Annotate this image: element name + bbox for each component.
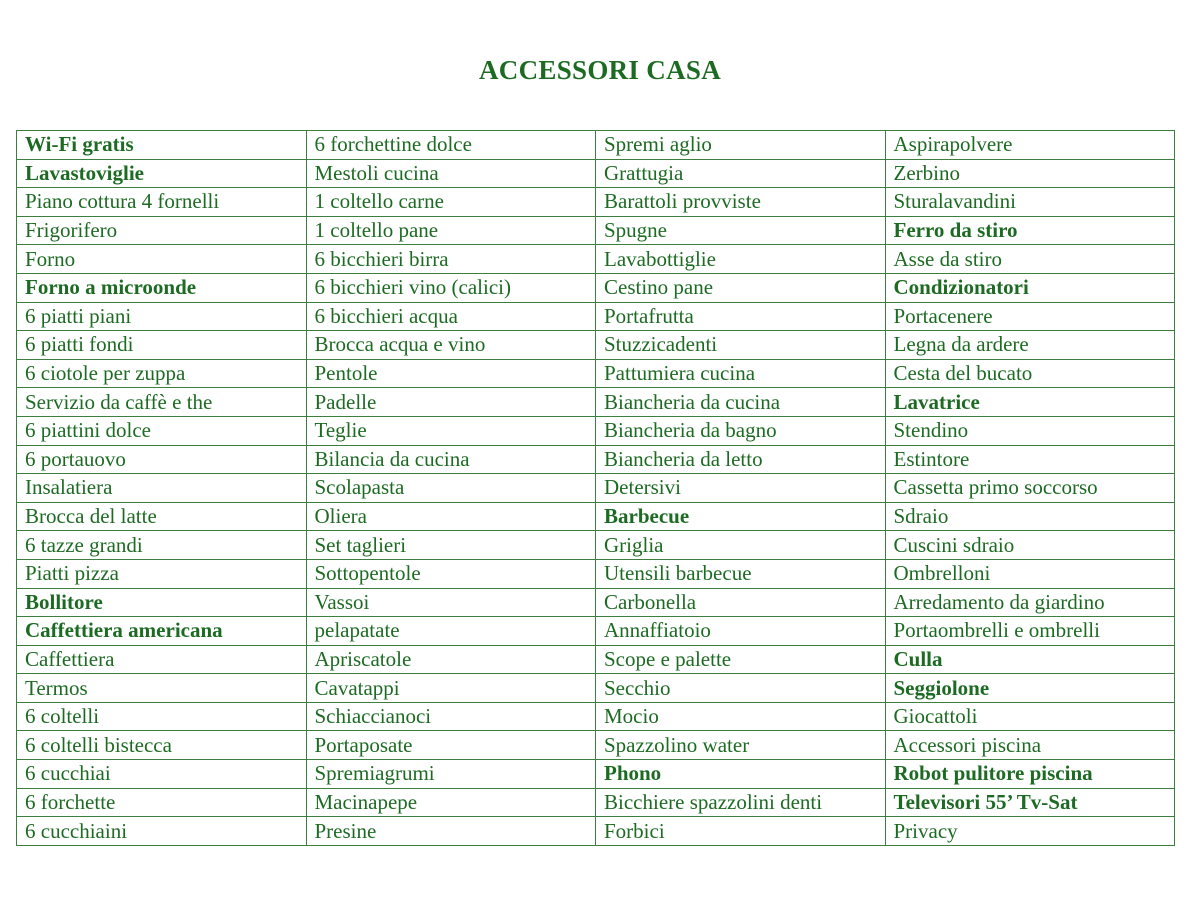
table-cell: Sturalavandini xyxy=(885,188,1175,217)
table-cell: Piatti pizza xyxy=(17,559,307,588)
table-cell: Annaffiatoio xyxy=(596,617,886,646)
accessories-table xyxy=(16,130,1175,846)
table-cell: Portacenere xyxy=(885,302,1175,331)
table-cell: Lavabottiglie xyxy=(596,245,886,274)
table-cell: 6 ciotole per zuppa xyxy=(17,359,307,388)
table-row xyxy=(17,788,1175,817)
table-cell: Portafrutta xyxy=(596,302,886,331)
table-cell: Biancheria da bagno xyxy=(596,416,886,445)
table-cell: Scolapasta xyxy=(306,474,596,503)
table-cell: Caffettiera americana xyxy=(17,617,307,646)
table-cell: Cuscini sdraio xyxy=(885,531,1175,560)
table-cell: Barattoli provviste xyxy=(596,188,886,217)
table-cell: Cavatappi xyxy=(306,674,596,703)
table-cell: Spremiagrumi xyxy=(306,760,596,789)
table-cell: Presine xyxy=(306,817,596,846)
table-cell: 6 tazze grandi xyxy=(17,531,307,560)
table-cell: 6 piattini dolce xyxy=(17,416,307,445)
table-row xyxy=(17,245,1175,274)
table-cell: Brocca del latte xyxy=(17,502,307,531)
table-row xyxy=(17,131,1175,160)
table-row xyxy=(17,559,1175,588)
table-cell: 6 bicchieri acqua xyxy=(306,302,596,331)
page-title: ACCESSORI CASA xyxy=(478,55,721,85)
table-cell: Detersivi xyxy=(596,474,886,503)
table-cell: Cassetta primo soccorso xyxy=(885,474,1175,503)
table-row xyxy=(17,760,1175,789)
table-cell: Ferro da stiro xyxy=(885,216,1175,245)
table-cell: Legna da ardere xyxy=(885,331,1175,360)
table-row xyxy=(17,302,1175,331)
table-cell: Carbonella xyxy=(596,588,886,617)
table-row xyxy=(17,502,1175,531)
table-cell: Bollitore xyxy=(17,588,307,617)
table-cell: Apriscatole xyxy=(306,645,596,674)
table-row xyxy=(17,445,1175,474)
table-cell: Robot pulitore piscina xyxy=(885,760,1175,789)
table-cell: Brocca acqua e vino xyxy=(306,331,596,360)
table-cell: Insalatiera xyxy=(17,474,307,503)
table-row xyxy=(17,331,1175,360)
table-row xyxy=(17,416,1175,445)
table-cell: Forno xyxy=(17,245,307,274)
table-cell: 6 coltelli xyxy=(17,702,307,731)
table-cell: Zerbino xyxy=(885,159,1175,188)
table-cell: Biancheria da letto xyxy=(596,445,886,474)
table-cell: Grattugia xyxy=(596,159,886,188)
table-cell: 6 forchettine dolce xyxy=(306,131,596,160)
table-row xyxy=(17,388,1175,417)
table-cell: Forbici xyxy=(596,817,886,846)
table-cell: Privacy xyxy=(885,817,1175,846)
table-cell: Ombrelloni xyxy=(885,559,1175,588)
table-cell: Oliera xyxy=(306,502,596,531)
table-cell: Macinapepe xyxy=(306,788,596,817)
table-row xyxy=(17,531,1175,560)
table-cell: Stendino xyxy=(885,416,1175,445)
table-cell: Vassoi xyxy=(306,588,596,617)
table-cell: Servizio da caffè e the xyxy=(17,388,307,417)
table-cell: Scope e palette xyxy=(596,645,886,674)
table-row xyxy=(17,702,1175,731)
table-cell: Seggiolone xyxy=(885,674,1175,703)
table-cell: Lavatrice xyxy=(885,388,1175,417)
table-cell: Forno a microonde xyxy=(17,273,307,302)
table-cell: 6 forchette xyxy=(17,788,307,817)
table-cell: Condizionatori xyxy=(885,273,1175,302)
table-cell: 6 portauovo xyxy=(17,445,307,474)
table-row xyxy=(17,645,1175,674)
table-cell: Portaombrelli e ombrelli xyxy=(885,617,1175,646)
table-cell: 6 bicchieri birra xyxy=(306,245,596,274)
table-cell: Schiaccianoci xyxy=(306,702,596,731)
table-row xyxy=(17,588,1175,617)
table-cell: 6 piatti piani xyxy=(17,302,307,331)
table-cell: Sdraio xyxy=(885,502,1175,531)
table-row xyxy=(17,731,1175,760)
table-cell: Barbecue xyxy=(596,502,886,531)
table-body xyxy=(17,131,1175,846)
table-cell: Griglia xyxy=(596,531,886,560)
table-cell: Set taglieri xyxy=(306,531,596,560)
table-cell: Asse da stiro xyxy=(885,245,1175,274)
table-cell: 1 coltello pane xyxy=(306,216,596,245)
table-row xyxy=(17,817,1175,846)
table-row xyxy=(17,474,1175,503)
table-cell: pelapatate xyxy=(306,617,596,646)
table-row xyxy=(17,617,1175,646)
table-cell: Phono xyxy=(596,760,886,789)
table-cell: Utensili barbecue xyxy=(596,559,886,588)
table-cell: Portaposate xyxy=(306,731,596,760)
table-cell: Mocio xyxy=(596,702,886,731)
table-cell: Mestoli cucina xyxy=(306,159,596,188)
table-cell: Televisori 55’ Tv-Sat xyxy=(885,788,1175,817)
table-cell: Wi-Fi gratis xyxy=(17,131,307,160)
table-cell: Arredamento da giardino xyxy=(885,588,1175,617)
table-row xyxy=(17,159,1175,188)
table-row xyxy=(17,674,1175,703)
table-cell: 6 cucchiai xyxy=(17,760,307,789)
table-cell: Giocattoli xyxy=(885,702,1175,731)
table-cell: Caffettiera xyxy=(17,645,307,674)
table-cell: Piano cottura 4 fornelli xyxy=(17,188,307,217)
table-cell: Cestino pane xyxy=(596,273,886,302)
table-cell: Spazzolino water xyxy=(596,731,886,760)
table-cell: 6 bicchieri vino (calici) xyxy=(306,273,596,302)
table-cell: Accessori piscina xyxy=(885,731,1175,760)
table-cell: 6 piatti fondi xyxy=(17,331,307,360)
table-row xyxy=(17,359,1175,388)
table-cell: Spugne xyxy=(596,216,886,245)
table-cell: Cesta del bucato xyxy=(885,359,1175,388)
table-cell: Padelle xyxy=(306,388,596,417)
table-cell: Frigorifero xyxy=(17,216,307,245)
table-cell: Aspirapolvere xyxy=(885,131,1175,160)
table-row xyxy=(17,188,1175,217)
table-cell: Bilancia da cucina xyxy=(306,445,596,474)
table-cell: Culla xyxy=(885,645,1175,674)
table-row xyxy=(17,216,1175,245)
table-cell: Biancheria da cucina xyxy=(596,388,886,417)
table-cell: Spremi aglio xyxy=(596,131,886,160)
table-cell: Teglie xyxy=(306,416,596,445)
table-cell: Sottopentole xyxy=(306,559,596,588)
table-cell: Bicchiere spazzolini denti xyxy=(596,788,886,817)
table-cell: Pattumiera cucina xyxy=(596,359,886,388)
table-cell: Estintore xyxy=(885,445,1175,474)
table-row xyxy=(17,273,1175,302)
table-cell: Lavastoviglie xyxy=(17,159,307,188)
table-cell: 6 cucchiaini xyxy=(17,817,307,846)
table-cell: 6 coltelli bistecca xyxy=(17,731,307,760)
table-cell: Termos xyxy=(17,674,307,703)
table-cell: 1 coltello carne xyxy=(306,188,596,217)
table-cell: Pentole xyxy=(306,359,596,388)
table-cell: Secchio xyxy=(596,674,886,703)
table-cell: Stuzzicadenti xyxy=(596,331,886,360)
